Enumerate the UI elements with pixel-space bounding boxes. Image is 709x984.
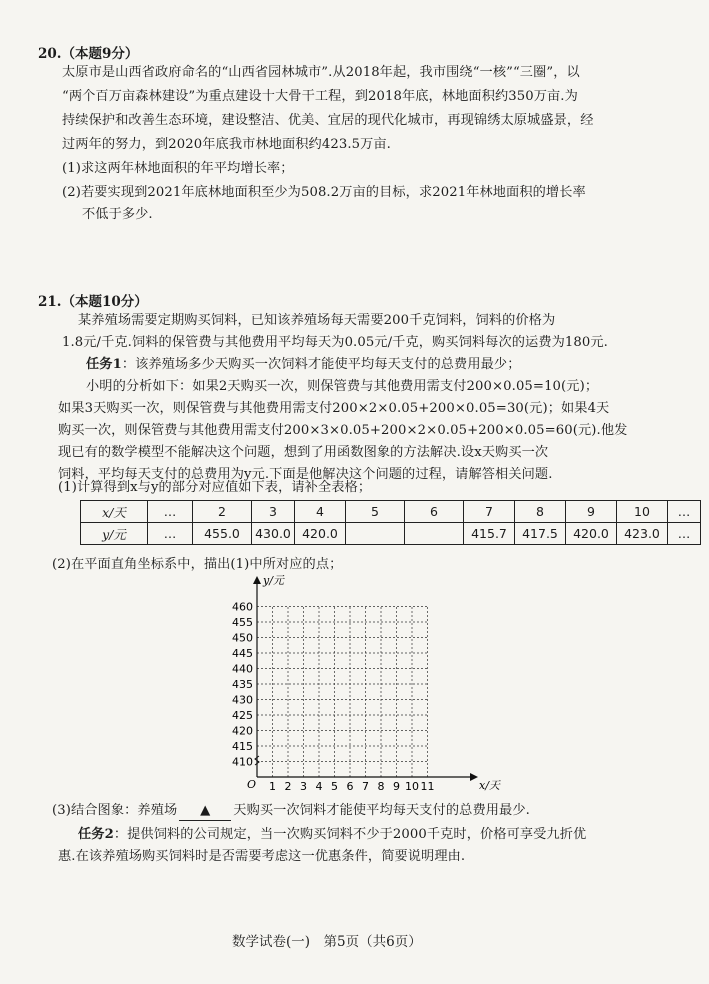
q21-part3 bbox=[52, 802, 530, 821]
origin-label: O bbox=[247, 778, 257, 791]
x-tick-label: 6 bbox=[346, 780, 354, 792]
x-tick-label: 7 bbox=[362, 780, 369, 792]
q20-sub2-line-2: 不低于多少. bbox=[82, 207, 153, 222]
coordinate-grid bbox=[225, 572, 505, 792]
table-cell: 430.0 bbox=[252, 523, 295, 545]
grid-lines bbox=[257, 607, 428, 778]
q21-analysis-line-3: 购买一次，则保管费与其他费用需支付200×3×0.05+200×2×0.05+200×0.05=60(元).他发 bbox=[58, 423, 628, 438]
q21-part1: (1)计算得到x与y的部分对应值如下表，请补全表格； bbox=[58, 480, 372, 495]
y-tick-label: 445 bbox=[232, 647, 253, 660]
x-tick-label: 9 bbox=[393, 780, 400, 792]
part3-answer-blank[interactable]: ▲ bbox=[179, 802, 231, 821]
x-axis-arrow-icon bbox=[470, 773, 478, 781]
table-cell: 455.0 bbox=[193, 523, 252, 545]
q21-analysis-line-5: 饲料，平均每天支付的总费用为y元.下面是他解决这个问题的过程，请解答相关问题. bbox=[58, 467, 553, 482]
table-row-y bbox=[81, 523, 701, 545]
y-tick-label: 425 bbox=[232, 709, 253, 722]
q20-sub1: (1)求这两年林地面积的年平均增长率； bbox=[62, 161, 294, 176]
table-cell: 417.5 bbox=[515, 523, 566, 545]
table-cell: 9 bbox=[566, 501, 617, 523]
task2-label: 任务2 bbox=[78, 827, 114, 842]
q21-part2: (2)在平面直角坐标系中，描出(1)中所对应的点； bbox=[52, 557, 343, 572]
table-y-label: y/元 bbox=[81, 523, 148, 545]
x-tick-labels bbox=[269, 780, 435, 792]
task1-text: ：该养殖场多少天购买一次饲料才能使平均每天支付的总费用最少； bbox=[121, 357, 521, 372]
table-cell: 6 bbox=[405, 501, 464, 523]
y-tick-label: 455 bbox=[232, 616, 253, 629]
y-tick-label: 430 bbox=[232, 693, 253, 707]
table-x-label: x/天 bbox=[81, 501, 148, 523]
task2-text: ：提供饲料的公司规定，当一次购买饲料不少于2000千克时，价格可享受九折优 bbox=[113, 827, 587, 842]
q21-intro-line-1: 某养殖场需要定期购买饲料，已知该养殖场每天需要200千克饲料，饲料的价格为 bbox=[78, 313, 556, 328]
q20-text-line-2: “两个百万亩森林建设”为重点建设十大骨干工程，到2018年底，林地面积约350万亩.为 bbox=[62, 89, 578, 104]
q21-task2-line-2: 惠.在该养殖场购买饲料时是否需要考虑这一优惠条件，简要说明理由. bbox=[58, 849, 466, 864]
x-tick-label: 5 bbox=[331, 780, 338, 792]
table-cell: … bbox=[668, 501, 701, 523]
y-tick-label: 415 bbox=[232, 740, 253, 753]
part3-suffix: 天购买一次饲料才能使平均每天支付的总费用最少. bbox=[233, 803, 530, 818]
q20-heading: 20.（本题9分） bbox=[38, 46, 139, 62]
q20-text-line-3: 持续保护和改善生态环境，建设整洁、优美、宜居的现代化城市，再现锦绣太原城盛景，经 bbox=[62, 113, 594, 128]
q21-analysis-line-2: 如果3天购买一次，则保管费与其他费用需支付200×2×0.05+200×0.05=30(元)；如果4天 bbox=[58, 401, 610, 416]
q21-analysis-line-4: 现已有的数学模型不能解决这个问题，想到了用函数图象的方法解决.设x天购买一次 bbox=[58, 445, 549, 460]
table-cell: 8 bbox=[515, 501, 566, 523]
q21-analysis-line-1: 小明的分析如下：如果2天购买一次，则保管费与其他费用需支付200×0.05=10(元)； bbox=[86, 379, 599, 394]
x-tick-label: 2 bbox=[284, 780, 292, 792]
q20-text-line-1: 太原市是山西省政府命名的“山西省园林城市”.从2018年起，我市围绕“一核”“三圈”，以 bbox=[62, 65, 580, 80]
axis-break-icon bbox=[255, 756, 259, 765]
table-cell: 420.0 bbox=[566, 523, 617, 545]
x-tick-label: 8 bbox=[377, 780, 385, 792]
table-cell: 10 bbox=[617, 501, 668, 523]
part3-prefix: (3)结合图象：养殖场 bbox=[52, 803, 178, 818]
x-axis-label: x/天 bbox=[479, 779, 500, 792]
table-cell: 3 bbox=[252, 501, 295, 523]
q21-heading: 21.（本题10分） bbox=[38, 294, 148, 310]
table-cell: … bbox=[668, 523, 701, 545]
x-tick-label: 3 bbox=[300, 780, 307, 792]
y-tick-label: 420 bbox=[232, 724, 253, 738]
table-cell: 423.0 bbox=[617, 523, 668, 545]
y-tick-label: 410 bbox=[232, 755, 253, 769]
table-cell: 415.7 bbox=[464, 523, 515, 545]
y-axis-label: y/元 bbox=[263, 574, 284, 587]
y-tick-labels bbox=[232, 601, 253, 769]
page-footer: 数学试卷(一) 第5页（共6页） bbox=[232, 934, 422, 950]
table-cell: … bbox=[148, 523, 193, 545]
q20-text-line-4: 过两年的努力，到2020年底我市林地面积约423.5万亩. bbox=[62, 137, 391, 152]
table-cell-blank[interactable] bbox=[346, 523, 405, 545]
x-tick-label: 4 bbox=[315, 780, 323, 792]
x-tick-label: 1 bbox=[269, 780, 276, 792]
table-cell: 4 bbox=[295, 501, 346, 523]
q20-sub2-line-1: (2)若要实现到2021年底林地面积至少为508.2万亩的目标，求2021年林地面积的增长率 bbox=[62, 185, 586, 200]
q21-task2-line-1 bbox=[78, 826, 586, 844]
x-tick-label: 11 bbox=[420, 780, 435, 792]
q21-intro-line-2: 1.8元/千克.饲料的保管费与其他费用平均每天为0.05元/千克，购买饲料每次的运费为180元. bbox=[62, 335, 608, 350]
y-tick-label: 435 bbox=[232, 678, 253, 691]
y-tick-label: 450 bbox=[232, 631, 253, 645]
table-cell-blank[interactable] bbox=[405, 523, 464, 545]
table-cell: 7 bbox=[464, 501, 515, 523]
table-cell: 5 bbox=[346, 501, 405, 523]
y-tick-label: 460 bbox=[232, 600, 253, 614]
table-cell: 420.0 bbox=[295, 523, 346, 545]
y-axis-arrow-icon bbox=[253, 576, 261, 584]
task1-label: 任务1 bbox=[86, 357, 122, 372]
xy-value-table bbox=[80, 500, 701, 545]
y-tick-label: 440 bbox=[232, 662, 253, 676]
table-cell: 2 bbox=[193, 501, 252, 523]
table-cell: … bbox=[148, 501, 193, 523]
table-row-x bbox=[81, 501, 701, 523]
q21-task1 bbox=[86, 356, 520, 374]
x-tick-label: 10 bbox=[405, 780, 419, 792]
